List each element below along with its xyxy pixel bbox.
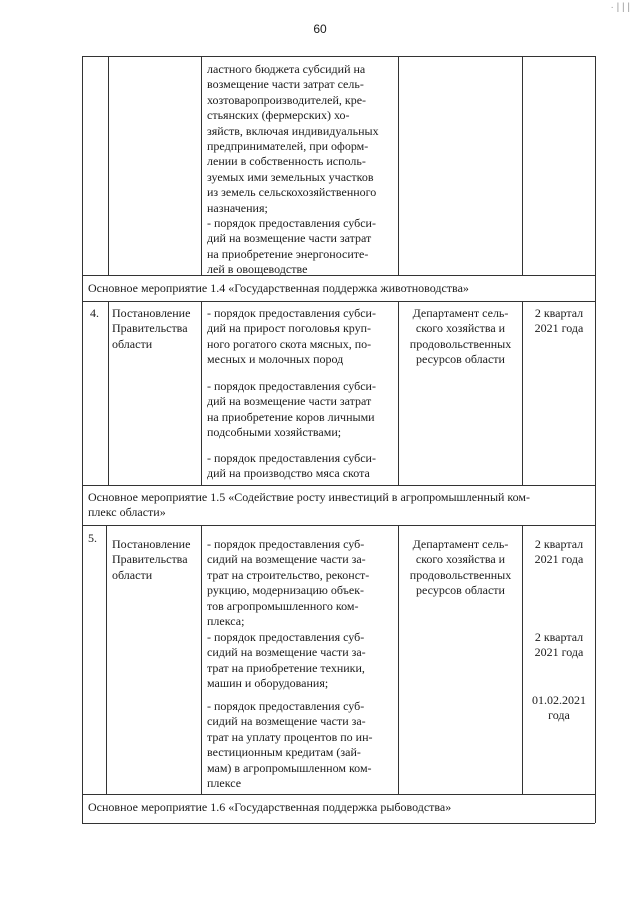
top-fragment-text: ластного бюджета субсидий на возмещение части затрат сель- хозтоваропроизводителей, кре- стьянских (фермерских) хо- зяйств, включая индивидуальных предпринимателей, при оформ- лении в собственность исполь- зуемых ими земельных участков из земель сельскохозяйственного назначения; - порядок предоставления субси- дий на возмещение части затрат на приобретение энергоносите- лей в овощеводстве	[207, 62, 379, 277]
col-divider	[201, 301, 202, 485]
measure-item: - порядок предоставления суб- сидий на возмещение части за- трат на строительство, реконст- рукцию, модернизацию объек- тов агропромышленного ком- плекса;	[207, 537, 370, 629]
section-heading-1-4: Основное мероприятие 1.4 «Государственная поддержка животноводства»	[88, 281, 469, 295]
col-divider	[201, 525, 202, 794]
col-divider	[108, 56, 109, 275]
measure-item: - порядок предоставления суб- сидий на возмещение части за- трат на приобретение техники, машин и оборудования;	[207, 630, 366, 691]
row-number: 5.	[88, 531, 97, 545]
executor: Департамент сель- ского хозяйства и продовольственных ресурсов области	[409, 537, 512, 598]
col-divider	[522, 56, 523, 275]
row-divider	[82, 794, 595, 795]
table-left-border	[82, 56, 83, 823]
deadline: 01.02.2021 года	[532, 693, 586, 723]
measure-item: - порядок предоставления субси- дий на возмещение части затрат на приобретение коров личными подсобными хозяйствами;	[207, 379, 376, 440]
row-divider	[82, 301, 595, 302]
section-heading-1-5: Основное мероприятие 1.5 «Содействие росту инвестиций в агропромышленный ком- плекс области»	[88, 490, 531, 520]
document-type: Постановление Правительства области	[112, 537, 191, 582]
measure-item: - порядок предоставления суб- сидий на возмещение части за- трат на уплату процентов по ин- вестиционным кредитам (зай- мам) в агропромышленном ком- плексе	[207, 699, 373, 791]
col-divider	[108, 301, 109, 485]
deadline: 2 квартал 2021 года	[534, 630, 584, 660]
col-divider	[106, 525, 107, 794]
table-top-border	[82, 56, 595, 57]
row-divider	[82, 525, 595, 526]
measure-item: - порядок предоставления субси- дий на прирост поголовья круп- ного рогатого скота мясных, по- месных и молочных пород	[207, 306, 376, 367]
page-number: 60	[313, 22, 327, 36]
table-right-border	[595, 56, 596, 823]
table-bottom-border	[82, 823, 595, 824]
corner-mark: · | | |	[610, 2, 630, 13]
measure-item: - порядок предоставления субси- дий на производство мяса скота	[207, 451, 376, 481]
deadline: 2 квартал 2021 года	[534, 306, 584, 336]
document-type: Постановление Правительства области	[112, 306, 191, 351]
deadline: 2 квартал 2021 года	[534, 537, 584, 567]
row-divider	[82, 485, 595, 486]
section-heading-1-6: Основное мероприятие 1.6 «Государственная поддержка рыбоводства»	[88, 800, 452, 814]
col-divider	[201, 56, 202, 275]
executor: Департамент сель- ского хозяйства и продовольственных ресурсов области	[409, 306, 512, 367]
row-number: 4.	[90, 306, 99, 320]
col-divider	[398, 56, 399, 275]
